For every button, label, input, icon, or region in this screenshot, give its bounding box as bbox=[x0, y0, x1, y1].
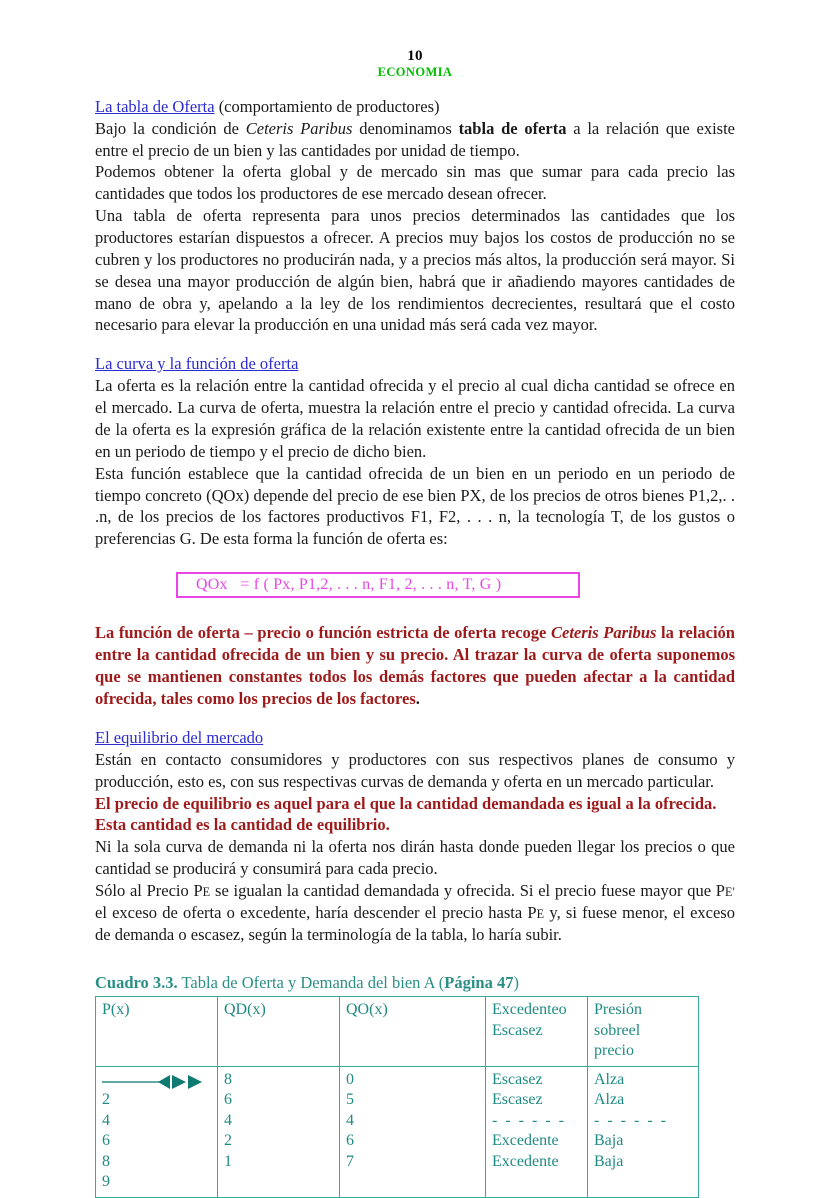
qdx-value: 1 bbox=[224, 1152, 232, 1170]
p3-subscript-e-3: E bbox=[536, 907, 545, 921]
px-value: 4 bbox=[102, 1111, 110, 1129]
qox-value: 0 bbox=[346, 1070, 354, 1088]
presion-value: Baja bbox=[594, 1132, 624, 1150]
body-cell-px bbox=[96, 1066, 218, 1197]
header-excedente-o: o bbox=[558, 1001, 567, 1019]
excedente-value: Excedente bbox=[492, 1132, 559, 1150]
heading-tabla-de-oferta bbox=[95, 96, 735, 118]
paragraph-equilibrio-3 bbox=[95, 880, 735, 946]
page-number: 10 bbox=[407, 48, 423, 64]
p3-subscript-e-2: E' bbox=[724, 885, 736, 900]
px-value: 6 bbox=[102, 1132, 110, 1150]
p3-text-d: y, si fuese menor, el exceso de demanda o escasez, según la terminología de la tabla, lo haría subir. bbox=[95, 903, 735, 944]
emph-ceteris-paribus: Ceteris Paribus bbox=[550, 623, 657, 643]
paragraph-curva-2: Esta función establece que la cantidad ofrecida de un bien en un periodo en un periodo de tiempo concreto (QOx) depende del precio de ese bien PX, de los precios de otros bienes P1,2,. . .n, de los precios de los factores productivos F1, F2, . . . n, la tecnología T, de los gustos o preferencias G. De esta forma la función de oferta es: bbox=[95, 463, 735, 549]
px-value: 2 bbox=[102, 1091, 110, 1109]
header-excedente-word: Excedente bbox=[492, 1001, 559, 1019]
p3-subscript-e-1: E bbox=[202, 885, 211, 900]
emph2-text: Esta cantidad es la cantidad de equilibrio bbox=[95, 815, 386, 835]
formula-region bbox=[95, 572, 735, 602]
p3-text-b: se igualan la cantidad demandada y ofrecida. Si el precio fuese mayor que P bbox=[210, 881, 725, 901]
presion-value: Baja bbox=[594, 1152, 624, 1170]
table-caption bbox=[95, 972, 735, 993]
p1-text-a: Bajo la condición de bbox=[95, 118, 246, 138]
table-caption-close: ) bbox=[513, 972, 519, 992]
qdx-value: 8 bbox=[224, 1070, 232, 1088]
formula-text: QOx = f ( Px, P1,2, . . . n, F1, 2, . . . n, T, G ) bbox=[196, 576, 502, 594]
table-caption-text: Tabla de Oferta y Demanda del bien A ( bbox=[177, 972, 445, 992]
emph-period: . bbox=[415, 688, 420, 708]
p1-text-b: denominamos bbox=[352, 118, 459, 138]
table-caption-label: Cuadro 3.3. bbox=[95, 972, 178, 992]
publication-name: ECONOMIA bbox=[377, 64, 453, 79]
emph-text-a: La función de oferta – precio o función estricta de oferta recoge bbox=[95, 623, 551, 643]
header-cell-presion-precio bbox=[588, 997, 699, 1066]
header-excedente-line2: Escasez bbox=[492, 1021, 543, 1039]
double-headed-arrow-icon bbox=[102, 1074, 214, 1090]
heading-tabla-de-oferta-rest: (comportamiento de productores) bbox=[214, 96, 440, 116]
paragraph-equilibrio-1: Están en contacto consumidores y productores con sus respectivos planes de consumo y producción, esto es, con sus respectivas curvas de demanda y oferta en un mercado particular. bbox=[95, 749, 735, 791]
qox-values bbox=[346, 1070, 479, 1173]
body-cell-qdx bbox=[218, 1066, 340, 1197]
p1-tabla-de-oferta-bold: tabla de oferta bbox=[458, 118, 567, 138]
heading-curva-funcion-oferta bbox=[95, 353, 735, 375]
presion-values bbox=[594, 1070, 692, 1173]
page-content bbox=[95, 48, 735, 1198]
paragraph-equilibrio-2: Ni la sola curva de demanda ni la oferta nos dirán hasta donde pueden llegar los precios o que cantidad se producirá y consumirá para cada precio. bbox=[95, 837, 735, 879]
qdx-value: 2 bbox=[224, 1132, 232, 1150]
heading-equilibrio-del-mercado bbox=[95, 727, 735, 749]
table-header-row bbox=[96, 997, 699, 1066]
tabla-oferta-demanda bbox=[95, 996, 699, 1197]
excedente-value: Escasez bbox=[492, 1070, 543, 1088]
table-body-row bbox=[96, 1066, 699, 1197]
paragraph-curva-1: La oferta es la relación entre la cantidad ofrecida y el precio al cual dicha cantidad se ofrece en el mercado. La curva de oferta, muestra la relación entre el precio y cantidad ofrecida. La curva de la oferta es la expresión gráfica de la relación existente entre la cantidad ofrecida de un bien en un periodo de tiempo y el precio de dicho bien. bbox=[95, 376, 735, 461]
link-la-curva-y-la-funcion-de-oferta[interactable]: La curva y la función de oferta bbox=[95, 354, 299, 374]
emph2-period: . bbox=[385, 815, 390, 835]
excedente-value: Excedente bbox=[492, 1152, 559, 1170]
header-presion-words: Presión sobre bbox=[594, 1001, 642, 1039]
p3-text-c: el exceso de oferta o excedente, haría descender el precio hasta P bbox=[95, 903, 537, 922]
px-value: 8 bbox=[102, 1152, 110, 1170]
presion-value: - - - - - - bbox=[594, 1111, 668, 1129]
header-cell-excedente-escasez bbox=[486, 997, 588, 1066]
header-presion-line1 bbox=[594, 1000, 692, 1041]
header-presion-el: el bbox=[628, 1021, 641, 1039]
body-cell-presion-precio bbox=[588, 1066, 699, 1197]
link-el-equilibrio-del-mercado[interactable]: El equilibrio del mercado bbox=[95, 727, 264, 747]
excedente-value: - - - - - - bbox=[492, 1111, 566, 1129]
qdx-value: 6 bbox=[224, 1091, 232, 1109]
qdx-values bbox=[224, 1070, 333, 1173]
table-caption-page-ref: Página 47 bbox=[444, 972, 514, 992]
excedente-values bbox=[492, 1070, 581, 1173]
qox-value: 5 bbox=[346, 1091, 354, 1109]
paragraph-tabla-oferta-2: Podemos obtener la oferta global y de mercado sin mas que sumar para cada precio las cantidades que todos los productores de ese mercado desean ofrecer. bbox=[95, 162, 735, 204]
header-cell-qdx: QD(x) bbox=[218, 997, 340, 1066]
emphasis-funcion-de-oferta bbox=[95, 622, 735, 710]
paragraph-tabla-oferta-3: Una tabla de oferta representa para unos precios determinados las cantidades que los productores estarían dispuestos a ofrecer. A precios muy bajos los costos de producción no se cubren y los productores no producirán nada, y a precios más altos, la producción será mayor. Si se desea una mayor producción de algún bien, habrá que ir añadiendo mayores cantidades de mano de obra y, apelando a la ley de los rendimientos decrecientes, resultará que el costo necesario para elevar la producción en una unidad más será cada vez mayor. bbox=[95, 206, 735, 335]
emphasis-precio-equilibrio-line2 bbox=[95, 814, 735, 836]
qox-value: 4 bbox=[346, 1111, 354, 1129]
qox-value: 7 bbox=[346, 1152, 354, 1170]
body-cell-qox bbox=[340, 1066, 486, 1197]
presion-value: Alza bbox=[594, 1070, 625, 1088]
excedente-value: Escasez bbox=[492, 1091, 543, 1109]
qdx-value: 4 bbox=[224, 1111, 232, 1129]
header-excedente-line1 bbox=[492, 1000, 581, 1020]
p3-text-a: Sólo al Precio P bbox=[95, 881, 203, 901]
px-value: 9 bbox=[102, 1173, 110, 1191]
emph-text-b: la relación entre la cantidad ofrecida de un bien y su precio. Al trazar la curva de oferta suponemos que se mantienen constantes todos los demás factores que pueden afectar a la cantidad ofrecida, tales como los precios de los factores bbox=[95, 623, 735, 708]
presion-value: Alza bbox=[594, 1091, 625, 1109]
formula-box bbox=[176, 572, 580, 598]
paragraph-tabla-oferta-1 bbox=[95, 118, 735, 162]
p1-ceteris-paribus: Ceteris Paribus bbox=[245, 118, 353, 138]
link-la-tabla-de-oferta[interactable]: La tabla de Oferta bbox=[95, 96, 215, 116]
emphasis-precio-equilibrio-line1: El precio de equilibrio es aquel para el que la cantidad demandada es igual a la ofrecida. bbox=[95, 793, 717, 813]
p1-text-c: a la relación que existe entre el precio de un bien y las cantidades por unidad de tiempo. bbox=[95, 118, 735, 160]
body-cell-excedente-escasez bbox=[486, 1066, 588, 1197]
header-presion-line2: precio bbox=[594, 1042, 634, 1060]
running-head bbox=[95, 48, 735, 79]
header-cell-px: P(x) bbox=[96, 997, 218, 1066]
header-cell-qox: QO(x) bbox=[340, 997, 486, 1066]
qox-value: 6 bbox=[346, 1132, 354, 1150]
